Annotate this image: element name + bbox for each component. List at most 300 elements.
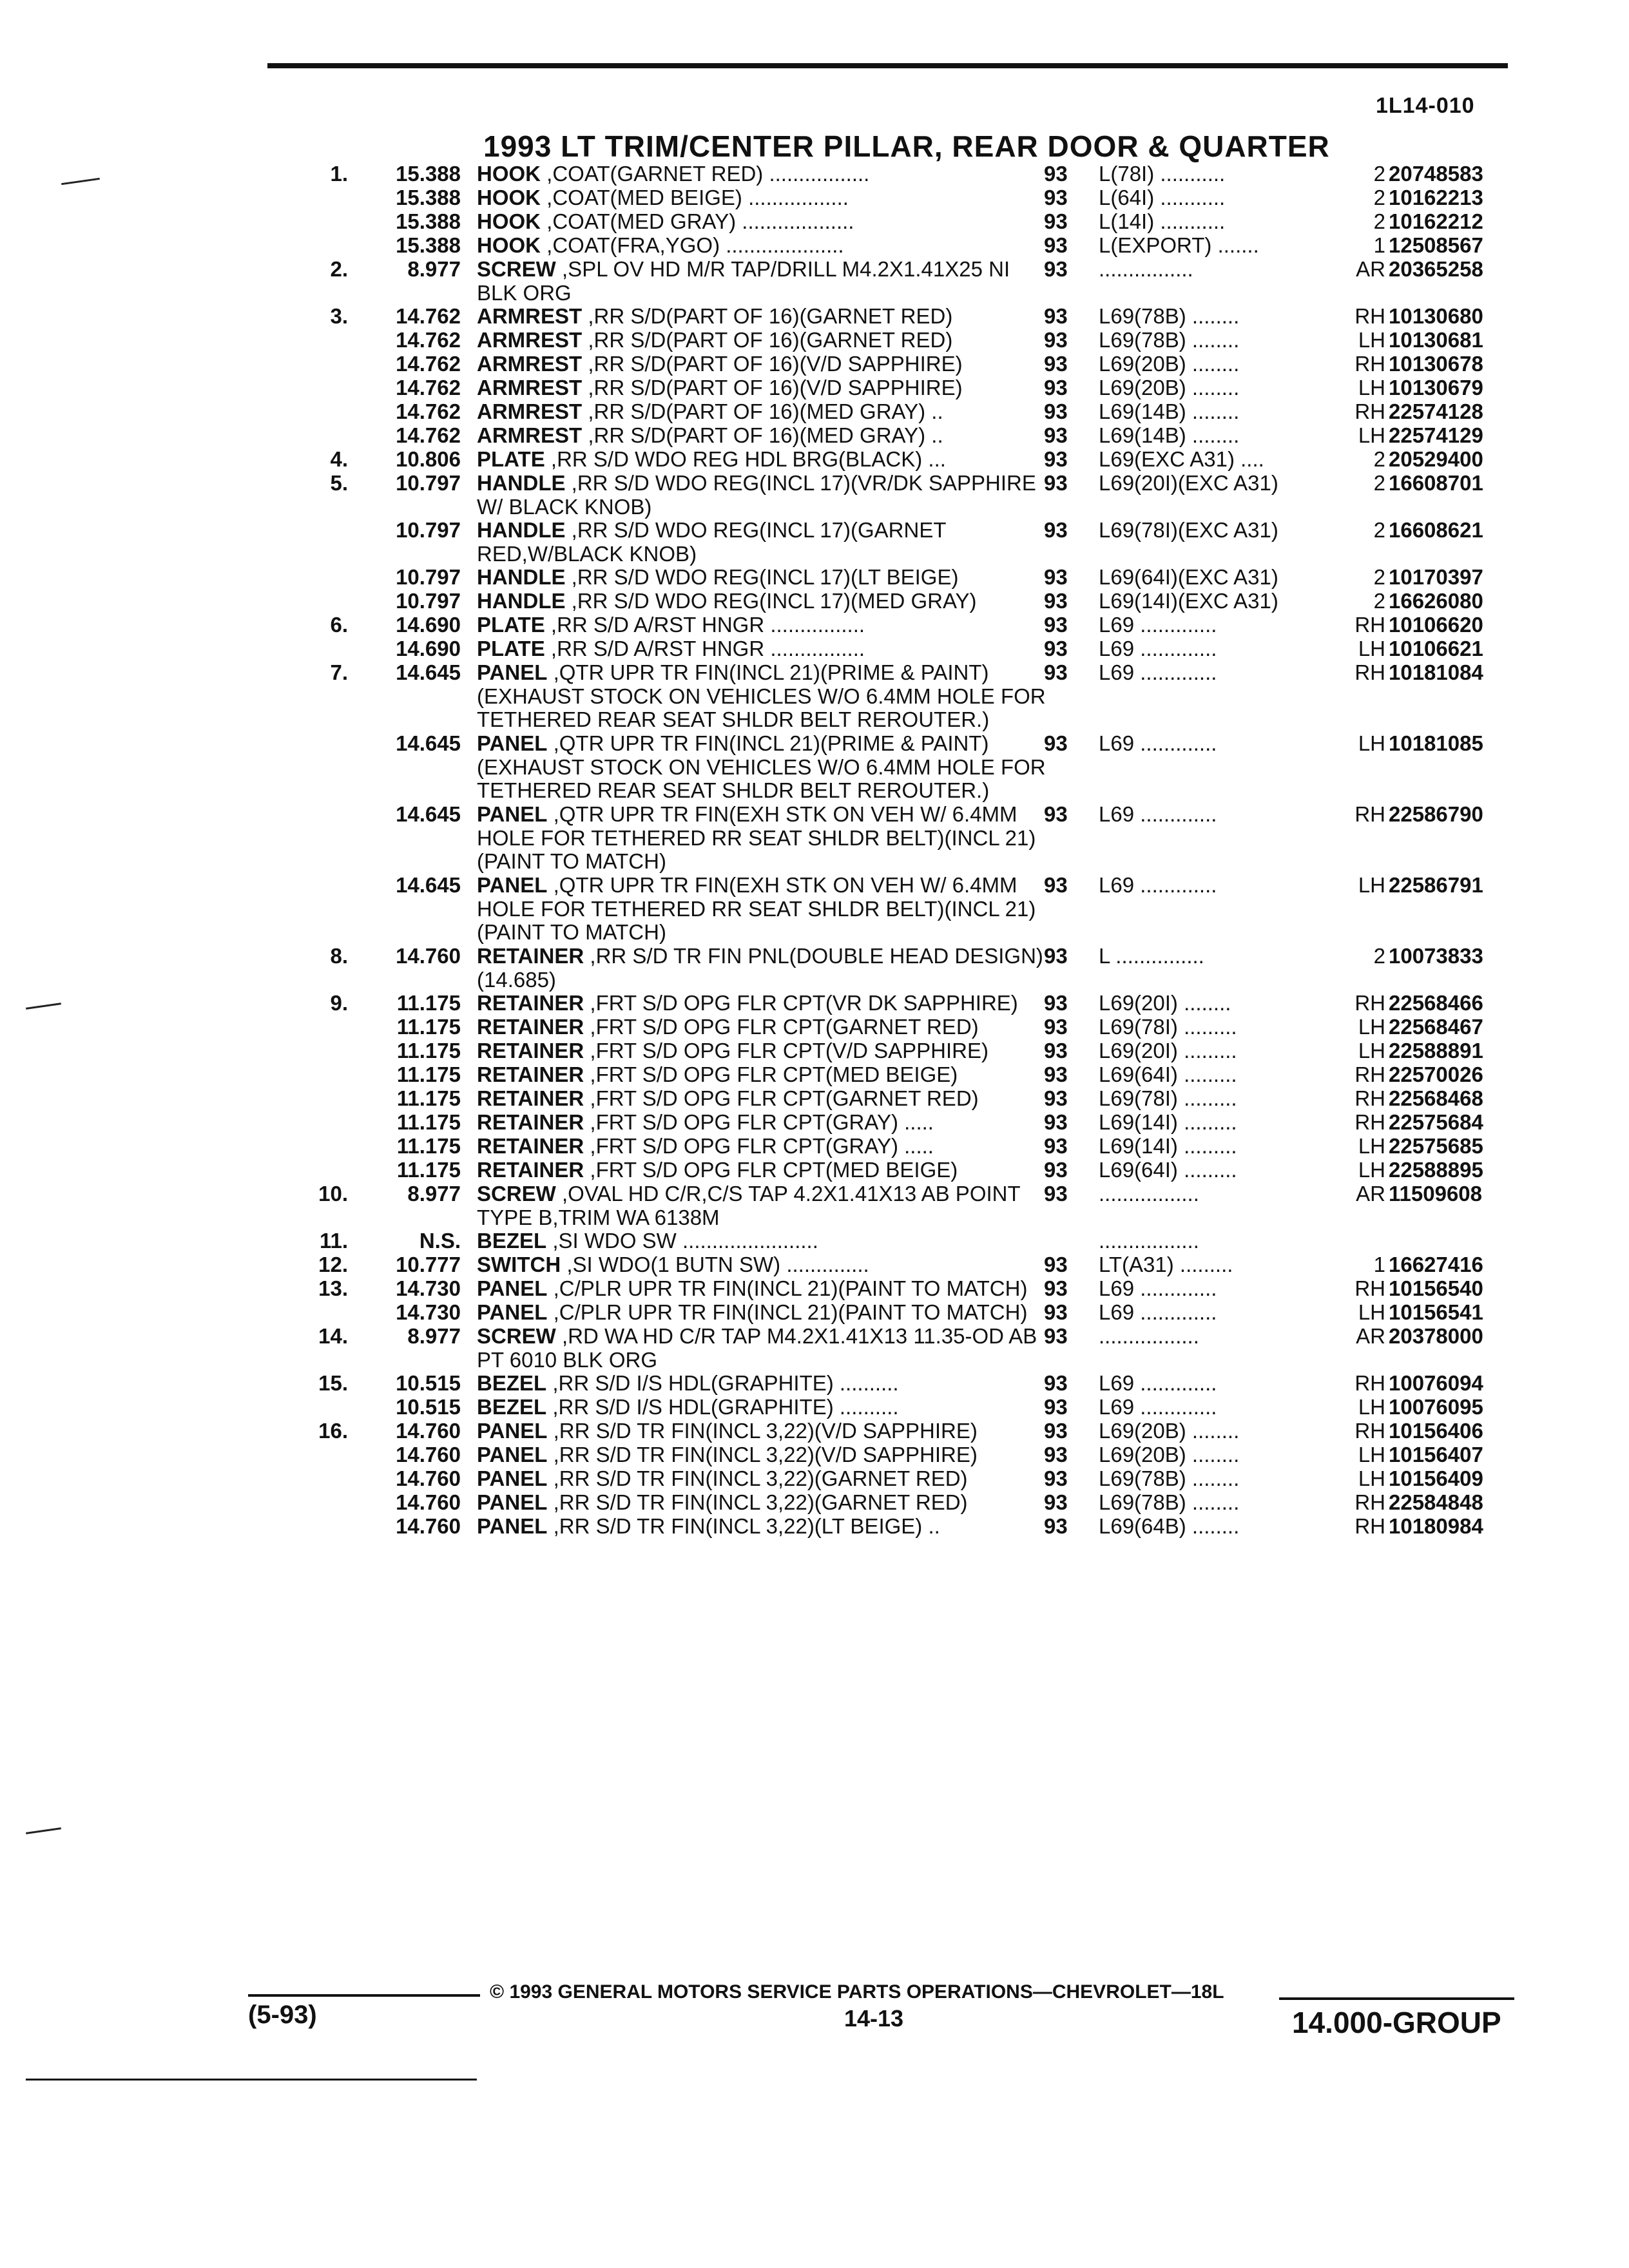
quantity: RH: [1354, 802, 1385, 826]
quantity: 2: [1373, 471, 1385, 495]
model-year: 93: [1044, 1324, 1068, 1348]
quantity: 2: [1373, 186, 1385, 209]
part-description: [477, 186, 1050, 210]
group-number: 14.645: [396, 731, 461, 755]
ref-number: 16.: [318, 1419, 348, 1443]
quantity: RH: [1354, 352, 1385, 376]
quantity: RH: [1354, 1062, 1385, 1086]
quantity: RH: [1354, 1110, 1385, 1134]
ref-number: 4.: [330, 447, 348, 471]
part-number: 10162212: [1389, 209, 1483, 233]
parts-list: [0, 162, 1629, 1539]
group-number: 11.175: [396, 1158, 461, 1182]
quantity: LH: [1358, 731, 1385, 755]
model-code: L69 .............: [1099, 1301, 1217, 1324]
model-code: L(14I) ...........: [1099, 210, 1226, 233]
quantity: LH: [1358, 1466, 1385, 1490]
model-code: L69(78B) ........: [1099, 329, 1240, 352]
ref-number: 6.: [330, 613, 348, 637]
part-number: 16608701: [1389, 471, 1483, 495]
part-description: [477, 1135, 1050, 1158]
part-number: 22588895: [1389, 1158, 1483, 1182]
model-year: 93: [1044, 802, 1068, 826]
quantity: 2: [1373, 589, 1385, 613]
part-description: [477, 472, 1050, 519]
part-name: PANEL: [477, 1300, 548, 1324]
part-number: 22568468: [1389, 1086, 1483, 1110]
ref-number: 12.: [318, 1253, 348, 1276]
quantity: RH: [1354, 399, 1385, 423]
part-description: [477, 1063, 1050, 1087]
quantity: LH: [1358, 1300, 1385, 1324]
part-name: RETAINER: [477, 1134, 584, 1158]
model-code: L69(14B) ........: [1099, 400, 1240, 423]
model-code: L69(20B) ........: [1099, 1443, 1240, 1466]
part-description: [477, 352, 1050, 376]
quantity: LH: [1358, 1443, 1385, 1466]
part-row: [0, 1277, 1629, 1301]
date-code: (5-93): [248, 2001, 317, 2029]
part-detail: ,COAT(FRA,YGO) ....................: [546, 233, 844, 257]
quantity: LH: [1358, 1395, 1385, 1419]
model-year: 93: [1044, 1514, 1068, 1538]
group-number: 15.388: [396, 233, 461, 257]
quantity: RH: [1354, 1371, 1385, 1395]
part-name: PANEL: [477, 1419, 548, 1443]
model-code: L69(20I) .........: [1099, 1039, 1237, 1062]
group-number: 14.760: [396, 1466, 461, 1490]
quantity: LH: [1358, 1134, 1385, 1158]
part-number: 22575684: [1389, 1110, 1483, 1134]
group-number: 14.762: [396, 304, 461, 328]
part-detail: ,FRT S/D OPG FLR CPT(GRAY) .....: [590, 1110, 934, 1134]
part-description: [477, 1039, 1050, 1063]
part-number: 22574129: [1389, 423, 1483, 447]
part-detail: ,COAT(GARNET RED) .................: [546, 162, 870, 186]
ref-number: 13.: [318, 1276, 348, 1300]
part-row: [0, 566, 1629, 590]
part-name: HOOK: [477, 233, 541, 257]
part-name: HOOK: [477, 209, 541, 233]
quantity: RH: [1354, 304, 1385, 328]
part-name: PANEL: [477, 1514, 548, 1538]
group-number: 14.645: [396, 802, 461, 826]
part-detail: ,OVAL HD C/R,C/S TAP 4.2X1.41X13 AB POINT TYPE B,TRIM WA 6138M: [477, 1182, 1021, 1229]
quantity: RH: [1354, 1419, 1385, 1443]
part-description: [477, 1467, 1050, 1491]
model-year: 93: [1044, 399, 1068, 423]
part-name: PANEL: [477, 802, 548, 826]
part-row: [0, 1491, 1629, 1515]
part-detail: ,RR S/D WDO REG(INCL 17)(MED GRAY): [571, 589, 977, 613]
group-number: 14.760: [396, 1514, 461, 1538]
part-name: ARMREST: [477, 352, 583, 376]
group-number: 10.515: [396, 1395, 461, 1419]
part-row: [0, 305, 1629, 329]
group-number: 8.977: [407, 1182, 461, 1206]
footer-rule: [1279, 1997, 1514, 2000]
model-code: L69(14I) .........: [1099, 1111, 1237, 1134]
part-name: HANDLE: [477, 518, 566, 542]
model-code: L69(78B) ........: [1099, 1491, 1240, 1514]
part-name: BEZEL: [477, 1395, 547, 1419]
group-number: 10.806: [396, 447, 461, 471]
part-name: HANDLE: [477, 471, 566, 495]
model-code: L69(64I) .........: [1099, 1063, 1237, 1086]
part-detail: ,RR S/D A/RST HNGR ................: [550, 613, 865, 637]
model-year: 93: [1044, 1039, 1068, 1062]
part-number: 22586790: [1389, 802, 1483, 826]
part-detail: ,FRT S/D OPG FLR CPT(V/D SAPPHIRE): [590, 1039, 988, 1062]
part-row: [0, 613, 1629, 637]
part-row: [0, 376, 1629, 400]
model-code: L69 .............: [1099, 1396, 1217, 1419]
part-number: 10130678: [1389, 352, 1483, 376]
model-year: 93: [1044, 660, 1068, 684]
ref-number: 14.: [318, 1324, 348, 1348]
part-row: [0, 945, 1629, 992]
group-number: 10.797: [396, 471, 461, 495]
group-number: 14.730: [396, 1276, 461, 1300]
part-name: PLATE: [477, 637, 545, 660]
model-year: 93: [1044, 1253, 1068, 1276]
model-year: 93: [1044, 1062, 1068, 1086]
part-row: [0, 186, 1629, 210]
part-number: 10156541: [1389, 1300, 1483, 1324]
part-detail: ,C/PLR UPR TR FIN(INCL 21)(PAINT TO MATCH): [553, 1300, 1028, 1324]
group-number: 14.762: [396, 376, 461, 399]
part-description: [477, 1301, 1050, 1325]
part-row: [0, 329, 1629, 352]
group-number: 14.645: [396, 873, 461, 897]
group-number: 14.760: [396, 1490, 461, 1514]
ref-number: 5.: [330, 471, 348, 495]
part-detail: ,RR S/D WDO REG(INCL 17)(LT BEIGE): [571, 565, 959, 589]
model-year: 93: [1044, 328, 1068, 352]
model-code: L69(20B) ........: [1099, 1419, 1240, 1443]
model-code: L(78I) ...........: [1099, 162, 1226, 186]
group-number: 10.797: [396, 589, 461, 613]
part-description: [477, 1253, 1050, 1277]
model-code: L69(14I) .........: [1099, 1135, 1237, 1158]
part-description: [477, 1182, 1050, 1229]
part-name: PANEL: [477, 1276, 548, 1300]
group-number: 14.760: [396, 1419, 461, 1443]
model-code: L69(78I) .........: [1099, 1087, 1237, 1110]
part-number: 10106620: [1389, 613, 1483, 637]
copyright-notice: © 1993 GENERAL MOTORS SERVICE PARTS OPERATIONS—CHEVROLET—18L: [490, 1981, 1224, 2003]
model-code: L(EXPORT) .......: [1099, 234, 1259, 257]
part-description: [477, 566, 1050, 590]
group-number: 11.175: [396, 1110, 461, 1134]
part-number: 20529400: [1389, 447, 1483, 471]
part-detail: ,QTR UPR TR FIN(EXH STK ON VEH W/ 6.4MM HOLE FOR TETHERED RR SEAT SHLDR BELT)(INCL 21)(PAINT TO MATCH): [477, 802, 1036, 873]
model-year: 93: [1044, 352, 1068, 376]
model-code: L69 .............: [1099, 732, 1217, 755]
model-year: 93: [1044, 376, 1068, 399]
model-code: L69 .............: [1099, 637, 1217, 660]
part-row: [0, 803, 1629, 874]
model-year: 93: [1044, 731, 1068, 755]
quantity: 2: [1373, 162, 1385, 186]
group-number: 14.690: [396, 613, 461, 637]
part-description: [477, 1515, 1050, 1539]
quantity: 2: [1373, 944, 1385, 968]
part-name: PLATE: [477, 613, 545, 637]
group-number: 15.388: [396, 162, 461, 186]
part-description: [477, 305, 1050, 329]
part-number: 10156409: [1389, 1466, 1483, 1490]
model-year: 93: [1044, 162, 1068, 186]
part-description: [477, 1015, 1050, 1039]
model-year: 93: [1044, 944, 1068, 968]
part-row: [0, 400, 1629, 424]
part-number: 10073833: [1389, 944, 1483, 968]
quantity: LH: [1358, 1158, 1385, 1182]
part-detail: ,COAT(MED BEIGE) .................: [546, 186, 849, 209]
part-description: [477, 1087, 1050, 1111]
part-detail: ,QTR UPR TR FIN(INCL 21)(PRIME & PAINT) (EXHAUST STOCK ON VEHICLES W/O 6.4MM HOLE FOR TETHERED REAR SEAT SHLDR BELT REROUTER.): [477, 660, 1046, 731]
quantity: AR: [1356, 1324, 1385, 1348]
part-name: HOOK: [477, 186, 541, 209]
model-code: L69(78B) ........: [1099, 305, 1240, 328]
part-name: SCREW: [477, 1182, 556, 1206]
model-year: 93: [1044, 873, 1068, 897]
part-number: 22586791: [1389, 873, 1483, 897]
part-description: [477, 1325, 1050, 1372]
part-number: 10156406: [1389, 1419, 1483, 1443]
part-name: HOOK: [477, 162, 541, 186]
part-description: [477, 1491, 1050, 1515]
quantity: RH: [1354, 1086, 1385, 1110]
part-description: [477, 1419, 1050, 1443]
part-name: BEZEL: [477, 1371, 547, 1395]
part-name: ARMREST: [477, 399, 583, 423]
part-row: [0, 992, 1629, 1015]
part-name: SCREW: [477, 1324, 556, 1348]
quantity: RH: [1354, 1514, 1385, 1538]
part-description: [477, 1277, 1050, 1301]
model-year: 93: [1044, 1443, 1068, 1466]
part-description: [477, 258, 1050, 305]
group-number: 11.175: [396, 1015, 461, 1039]
part-detail: ,FRT S/D OPG FLR CPT(VR DK SAPPHIRE): [590, 991, 1018, 1015]
part-row: [0, 590, 1629, 613]
model-code: L69(EXC A31) ....: [1099, 448, 1264, 471]
model-code: L69 .............: [1099, 1277, 1217, 1300]
model-code: L69(64I)(EXC A31): [1099, 566, 1278, 589]
part-number: 22568467: [1389, 1015, 1483, 1039]
model-code: L69 .............: [1099, 803, 1217, 826]
part-detail: ,RR S/D TR FIN PNL(DOUBLE HEAD DESIGN)(14.685): [477, 944, 1043, 992]
footer-rule: [248, 1994, 480, 1997]
quantity: 2: [1373, 565, 1385, 589]
part-description: [477, 613, 1050, 637]
model-code: L69(78I)(EXC A31): [1099, 519, 1278, 542]
part-description: [477, 400, 1050, 424]
part-row: [0, 874, 1629, 945]
model-year: 93: [1044, 991, 1068, 1015]
quantity: 2: [1373, 209, 1385, 233]
part-detail: ,RR S/D I/S HDL(GRAPHITE) ..........: [552, 1395, 899, 1419]
model-year: 93: [1044, 1110, 1068, 1134]
model-year: 93: [1044, 423, 1068, 447]
part-number: 22575685: [1389, 1134, 1483, 1158]
quantity: RH: [1354, 660, 1385, 684]
bottom-rule: [26, 2079, 477, 2081]
ref-number: 11.: [319, 1229, 348, 1253]
model-year: 93: [1044, 1086, 1068, 1110]
part-row: [0, 1325, 1629, 1372]
part-name: PANEL: [477, 1490, 548, 1514]
part-number: 22574128: [1389, 399, 1483, 423]
part-row: [0, 637, 1629, 661]
quantity: RH: [1354, 991, 1385, 1015]
part-detail: ,RD WA HD C/R TAP M4.2X1.41X13 11.35-OD AB PT 6010 BLK ORG: [477, 1324, 1037, 1372]
part-detail: ,RR S/D WDO REG HDL BRG(BLACK) ...: [550, 447, 946, 471]
model-code: L69(14B) ........: [1099, 424, 1240, 447]
quantity: 1: [1373, 1253, 1385, 1276]
model-year: 93: [1044, 186, 1068, 209]
group-number: 11.175: [396, 991, 461, 1015]
part-number: 22570026: [1389, 1062, 1483, 1086]
page-code: 1L14-010: [1376, 93, 1475, 118]
part-number: 22568466: [1389, 991, 1483, 1015]
group-number: 11.175: [396, 1134, 461, 1158]
part-number: 16626080: [1389, 589, 1483, 613]
part-detail: ,FRT S/D OPG FLR CPT(MED BEIGE): [590, 1158, 958, 1182]
model-code: L69 .............: [1099, 1372, 1217, 1395]
group-number: 14.760: [396, 944, 461, 968]
part-detail: ,COAT(MED GRAY) ...................: [546, 209, 854, 233]
group-number: 14.762: [396, 423, 461, 447]
punch-mark: [26, 1827, 61, 1834]
model-code: L69(20B) ........: [1099, 376, 1240, 399]
part-detail: ,RR S/D(PART OF 16)(MED GRAY) ..: [588, 399, 943, 423]
part-detail: ,RR S/D TR FIN(INCL 3,22)(V/D SAPPHIRE): [553, 1443, 978, 1466]
part-row: [0, 448, 1629, 472]
part-name: PLATE: [477, 447, 545, 471]
part-name: RETAINER: [477, 944, 584, 968]
model-year: 93: [1044, 1134, 1068, 1158]
part-description: [477, 661, 1050, 732]
ref-number: 8.: [330, 944, 348, 968]
quantity: LH: [1358, 873, 1385, 897]
group-number: 14.762: [396, 352, 461, 376]
ref-number: 10.: [318, 1182, 348, 1206]
part-name: ARMREST: [477, 304, 583, 328]
part-name: HANDLE: [477, 565, 566, 589]
part-row: [0, 1229, 1629, 1253]
part-number: 10106621: [1389, 637, 1483, 660]
part-number: 12508567: [1389, 233, 1483, 257]
group-number: 14.760: [396, 1443, 461, 1466]
part-number: 10156540: [1389, 1276, 1483, 1300]
part-detail: ,RR S/D(PART OF 16)(V/D SAPPHIRE): [588, 352, 963, 376]
quantity: LH: [1358, 423, 1385, 447]
part-row: [0, 1301, 1629, 1325]
part-number: 20748583: [1389, 162, 1483, 186]
model-code: .................: [1099, 1182, 1199, 1206]
part-description: [477, 162, 1050, 186]
part-name: PANEL: [477, 873, 548, 897]
part-row: [0, 210, 1629, 234]
model-code: L69(64B) ........: [1099, 1515, 1240, 1538]
ref-number: 2.: [330, 257, 348, 281]
part-row: [0, 352, 1629, 376]
part-number: 20365258: [1389, 257, 1483, 281]
part-description: [477, 329, 1050, 352]
model-year: 93: [1044, 1276, 1068, 1300]
part-name: RETAINER: [477, 1086, 584, 1110]
part-number: 22584848: [1389, 1490, 1483, 1514]
part-detail: ,QTR UPR TR FIN(EXH STK ON VEH W/ 6.4MM HOLE FOR TETHERED RR SEAT SHLDR BELT)(INCL 21)(PAINT TO MATCH): [477, 873, 1036, 944]
part-number: 16608621: [1389, 518, 1483, 542]
part-description: [477, 519, 1050, 566]
part-row: [0, 661, 1629, 732]
model-code: L69(64I) .........: [1099, 1158, 1237, 1182]
part-name: RETAINER: [477, 991, 584, 1015]
group-number: 15.388: [396, 209, 461, 233]
part-row: [0, 732, 1629, 803]
part-detail: ,RR S/D(PART OF 16)(V/D SAPPHIRE): [588, 376, 963, 399]
part-detail: ,SI WDO SW .......................: [552, 1229, 818, 1253]
part-name: SWITCH: [477, 1253, 561, 1276]
part-description: [477, 1396, 1050, 1419]
part-row: [0, 1443, 1629, 1467]
part-name: RETAINER: [477, 1110, 584, 1134]
model-year: 93: [1044, 1158, 1068, 1182]
group-number: 10.797: [396, 565, 461, 589]
part-detail: ,RR S/D TR FIN(INCL 3,22)(V/D SAPPHIRE): [553, 1419, 978, 1443]
ref-number: 7.: [330, 660, 348, 684]
model-year: 93: [1044, 1015, 1068, 1039]
part-row: [0, 1039, 1629, 1063]
part-description: [477, 637, 1050, 661]
group-number: 8.977: [407, 257, 461, 281]
part-description: [477, 1111, 1050, 1135]
model-year: 93: [1044, 1182, 1068, 1206]
model-year: 93: [1044, 257, 1068, 281]
model-code: L ...............: [1099, 945, 1204, 968]
quantity: LH: [1358, 1039, 1385, 1062]
part-detail: ,FRT S/D OPG FLR CPT(GARNET RED): [590, 1086, 979, 1110]
part-row: [0, 1111, 1629, 1135]
quantity: LH: [1358, 1015, 1385, 1039]
part-row: [0, 1087, 1629, 1111]
part-row: [0, 1182, 1629, 1229]
ref-number: 9.: [330, 991, 348, 1015]
model-year: 93: [1044, 637, 1068, 660]
group-number: 14.730: [396, 1300, 461, 1324]
part-number: 11509608: [1389, 1182, 1483, 1206]
model-code: .................: [1099, 1325, 1199, 1348]
part-description: [477, 803, 1050, 874]
part-row: [0, 1419, 1629, 1443]
part-detail: ,RR S/D(PART OF 16)(MED GRAY) ..: [588, 423, 943, 447]
part-name: ARMREST: [477, 328, 583, 352]
group-number: 15.388: [396, 186, 461, 209]
part-name: PANEL: [477, 1443, 548, 1466]
part-row: [0, 1396, 1629, 1419]
part-description: [477, 945, 1050, 992]
quantity: LH: [1358, 376, 1385, 399]
group-code: 14.000-GROUP: [1292, 2006, 1501, 2039]
group-number: 14.762: [396, 328, 461, 352]
group-number: 10.797: [396, 518, 461, 542]
part-name: RETAINER: [477, 1039, 584, 1062]
part-description: [477, 1229, 1050, 1253]
